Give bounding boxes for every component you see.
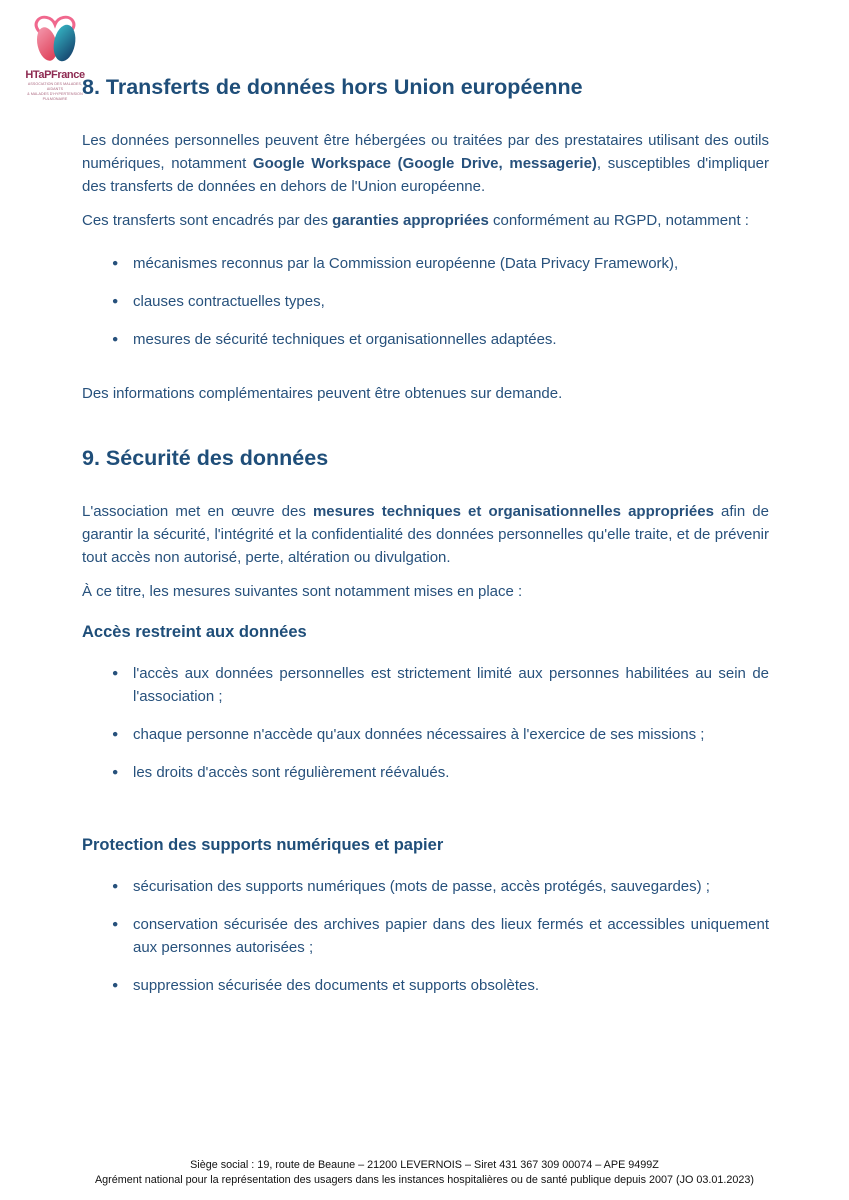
list-item-text: chaque personne n'accède qu'aux données nécessaires à l'exercice de ses missions ;: [133, 726, 705, 743]
list-item-text: mécanismes reconnus par la Commission européenne (Data Privacy Framework),: [133, 255, 679, 272]
list-item: [82, 328, 769, 351]
paragraph-text: L'association met en œuvre des: [82, 503, 313, 520]
paragraph-text: Les données personnelles peuvent être hébergées ou traitées par des prestataires utilisant des outils numériques, notamment: [82, 132, 769, 172]
section9-subheading-access: Accès restreint aux données: [82, 623, 307, 641]
paragraph-text: conformément au RGPD, notamment :: [488, 212, 749, 229]
paragraph-text: afin de garantir la sécurité, l'intégrité et la confidentialité des données personnelles qu'elle traite, et de prévenir tout accès non autorisé, perte, altération ou divulgation.: [82, 503, 769, 566]
list-item: [82, 875, 769, 898]
logo-tagline-line1: ASSOCIATION DES MALADES, AIDANTS: [27, 82, 83, 91]
paragraph-bold-text: garanties appropriées: [332, 212, 489, 229]
bullet-icon: ●: [112, 257, 119, 269]
list-item: [82, 252, 769, 275]
list-item-text: l'accès aux données personnelles est strictement limité aux personnes habilitées au sein de l'association ;: [133, 665, 769, 705]
bullet-icon: ●: [112, 333, 119, 345]
section8-paragraph-1: [82, 129, 769, 198]
paragraph-text: Ces transferts sont encadrés par des: [82, 212, 333, 229]
list-item: [82, 290, 769, 313]
bullet-icon: ●: [112, 766, 119, 778]
brand-logo: [24, 12, 86, 101]
list-item: [82, 723, 769, 746]
list-item: [82, 974, 769, 997]
list-item-text: clauses contractuelles types,: [133, 293, 325, 310]
section8-paragraph-3: Des informations complémentaires peuvent être obtenues sur demande.: [82, 385, 563, 402]
list-item: [82, 761, 769, 784]
section8-paragraph-2: [82, 209, 769, 232]
list-item-text: les droits d'accès sont régulièrement réévalués.: [133, 764, 450, 781]
bullet-icon: ●: [112, 728, 119, 740]
paragraph-text: , susceptibles d'impliquer des transferts de données en dehors de l'Union européenne.: [82, 155, 770, 195]
list-item-text: conservation sécurisée des archives papier dans des lieux fermés et accessibles uniquement aux personnes autorisées ;: [133, 916, 769, 956]
section8-bullet-list: [82, 252, 769, 351]
logo-tagline-line2: & MALADES D'HYPERTENSION PULMONAIRE: [27, 92, 83, 101]
bullet-icon: ●: [112, 979, 119, 991]
paragraph-bold-text: Google Workspace (Google Drive, messagerie): [252, 155, 597, 172]
document-content: [82, 0, 769, 997]
logo-brand-text: HTaPFrance: [25, 69, 85, 81]
section9-paragraph-1: [82, 500, 769, 569]
bullet-icon: ●: [112, 295, 119, 307]
section8-title: 8. Transferts de données hors Union européenne: [82, 75, 583, 99]
list-item-text: mesures de sécurité techniques et organisationnelles adaptées.: [133, 331, 557, 348]
page-footer: [0, 1158, 849, 1188]
section9-title: 9. Sécurité des données: [82, 446, 329, 470]
list-item: [82, 913, 769, 959]
list-item: [82, 662, 769, 708]
list-item-text: suppression sécurisée des documents et supports obsolètes.: [133, 977, 540, 994]
bullet-icon: ●: [112, 880, 119, 892]
footer-agrement-line: Agrément national pour la représentation des usagers dans les instances hospitalières ou de santé publique depuis 2007 (JO 03.01.2023): [94, 1174, 755, 1186]
bullet-icon: ●: [112, 667, 119, 679]
footer-address-line: Siège social : 19, route de Beaune – 21200 LEVERNOIS – Siret 431 367 309 00074 – APE 9499Z: [190, 1159, 659, 1171]
list-item-text: sécurisation des supports numériques (mots de passe, accès protégés, sauvegardes) ;: [133, 878, 710, 895]
section9-access-bullet-list: [82, 662, 769, 784]
section9-subheading-protection: Protection des supports numériques et papier: [82, 836, 444, 854]
section9-protection-bullet-list: [82, 875, 769, 997]
bullet-icon: ●: [112, 918, 119, 930]
htapfrance-logo-icon: [26, 12, 84, 66]
paragraph-bold-text: mesures techniques et organisationnelles appropriées: [312, 503, 714, 520]
section9-paragraph-2: À ce titre, les mesures suivantes sont notamment mises en place :: [82, 583, 523, 600]
